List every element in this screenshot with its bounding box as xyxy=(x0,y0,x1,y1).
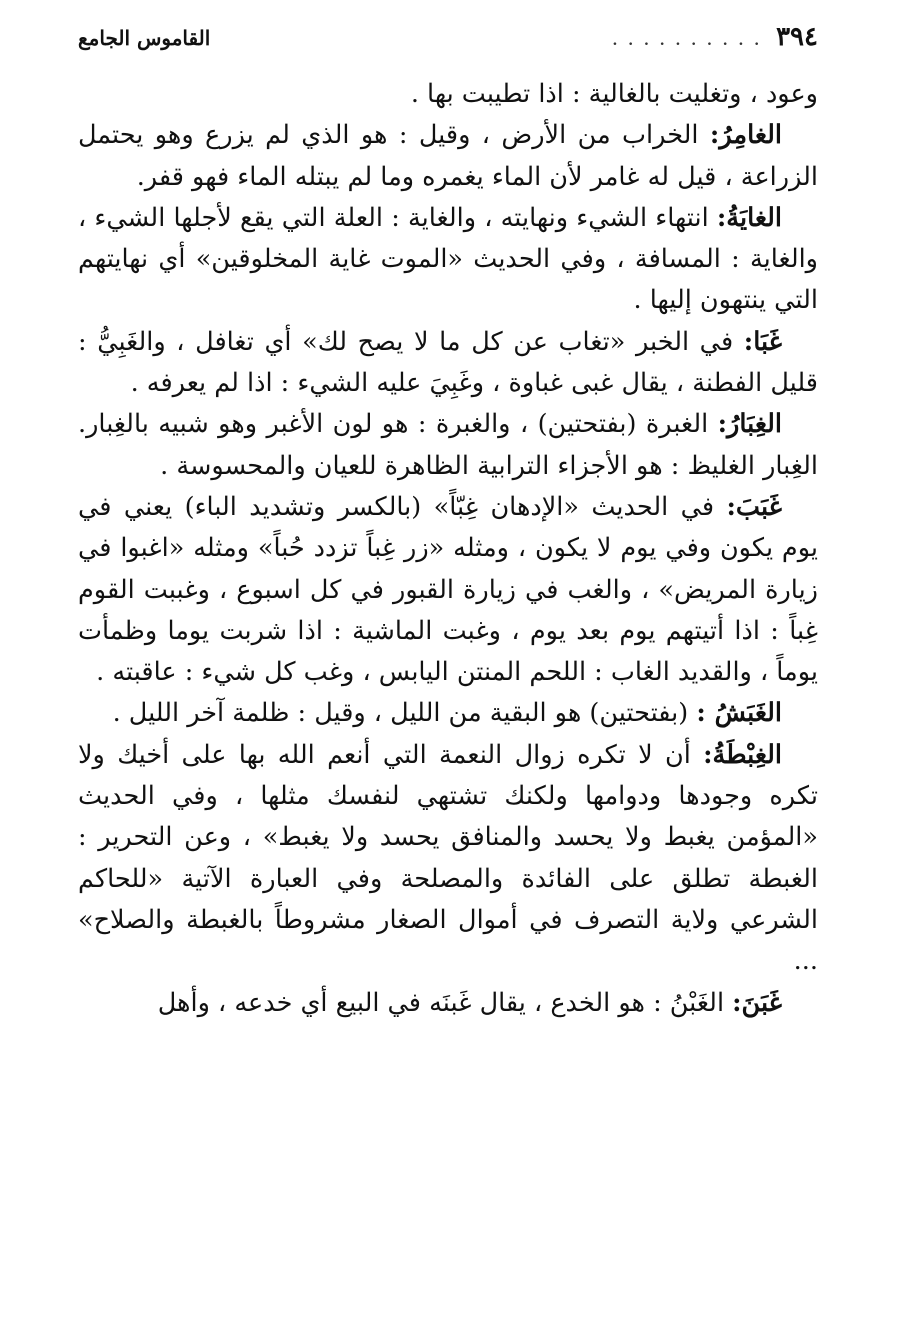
entry-text: الخراب من الأرض ، وقيل : هو الذي لم يزرع وهو يحتمل الزراعة ، قيل له غامر لأن الماء يغمره وما لم يبتله الماء فهو قفر. xyxy=(78,120,818,192)
entry-al-ghubar xyxy=(78,404,818,487)
running-header xyxy=(78,22,818,74)
entry-text: أن لا تكره زوال النعمة التي أنعم الله بها على أخيك ولا تكره وجودها ودوامها ولكنك تشتهي لنفسك مثلها ، وفي الحديث «المؤمن يغبط ولا يحسد والمنافق يحسد ولا يغبط» ، وعن التحرير : الغبطة تطلق على الفائدة والمصلحة وفي العبارة الآتية «للحاكم الشرعي ولاية التصرف في أموال الصغار مشروطاً بالغبطة والصلاح» ... xyxy=(78,739,818,977)
entry-ghabab xyxy=(78,487,818,693)
headword: غَبَبَ: xyxy=(726,491,782,522)
entry-ghaba xyxy=(78,322,818,405)
leader-dots: . . . . . . . . . . xyxy=(612,33,763,49)
headword: الغَبَشُ : xyxy=(696,698,782,729)
headword: الغايَةُ: xyxy=(716,202,782,233)
entry-al-ghabash xyxy=(78,693,818,734)
page xyxy=(78,22,818,1024)
book-title: القاموس الجامع xyxy=(78,26,211,50)
continuation-paragraph xyxy=(78,74,818,115)
entry-text: في الحديث «الإدهان غِبّاً» (بالكسر وتشديد الباء) يعني في يوم يكون وفي يوم لا يكون ، ومثله «زر غِباً تزدد حُباً» ومثله «اغبوا في زيارة المريض» ، والغب في زيارة القبور في كل اسبوع ، وغببت القوم غِباً : اذا أتيتهم يوم بعد يوم ، وغبت الماشية : اذا شربت يوما وظمأت يوماً ، والقديد الغاب : اللحم المنتن اليابس ، وغب كل شيء : عاقبته . xyxy=(78,491,818,688)
entry-al-ghamir xyxy=(78,115,818,198)
headword: الغامِرُ: xyxy=(709,120,782,151)
page-number: ٣٩٤ xyxy=(776,22,818,52)
headword: الغِبَارُ: xyxy=(717,409,782,440)
entry-text: وعود ، وتغليت بالغالية : اذا تطيبت بها . xyxy=(410,79,818,109)
entry-al-ghaya xyxy=(78,198,818,322)
entry-text: (بفتحتين) هو البقية من الليل ، وقيل : ظلمة آخر الليل . xyxy=(112,698,697,729)
dictionary-body xyxy=(78,74,818,1024)
headword: غَبَا: xyxy=(743,326,782,357)
entry-text: الغبرة (بفتحتين) ، والغبرة : هو لون الأغبر وهو شبيه بالغِبار. الغِبار الغليظ : هو الأجزاء الترابية الظاهرة للعيان والمحسوسة . xyxy=(78,409,818,481)
headword: غَبَنَ: xyxy=(732,987,782,1018)
entry-text: انتهاء الشيء ونهايته ، والغاية : العلة التي يقع لأجلها الشيء ، والغاية : المسافة ، وفي الحديث «الموت غاية المخلوقين» أي نهايتهم التي ينتهون إليها . xyxy=(78,202,818,316)
entry-al-ghibta xyxy=(78,735,818,983)
headword: الغِبْطَةُ: xyxy=(703,739,782,770)
entry-text: الغَبْنُ : هو الخدع ، يقال غَبنَه في البيع أي خدعه ، وأهل xyxy=(157,987,733,1018)
entry-text: في الخبر «تغاب عن كل ما لا يصح لك» أي تغافل ، والغَبِيُّ : قليل الفطنة ، يقال غبى غباوة ، وغَبِيَ عليه الشيء : اذا لم يعرفه . xyxy=(78,326,818,399)
entry-ghabana xyxy=(78,983,818,1024)
